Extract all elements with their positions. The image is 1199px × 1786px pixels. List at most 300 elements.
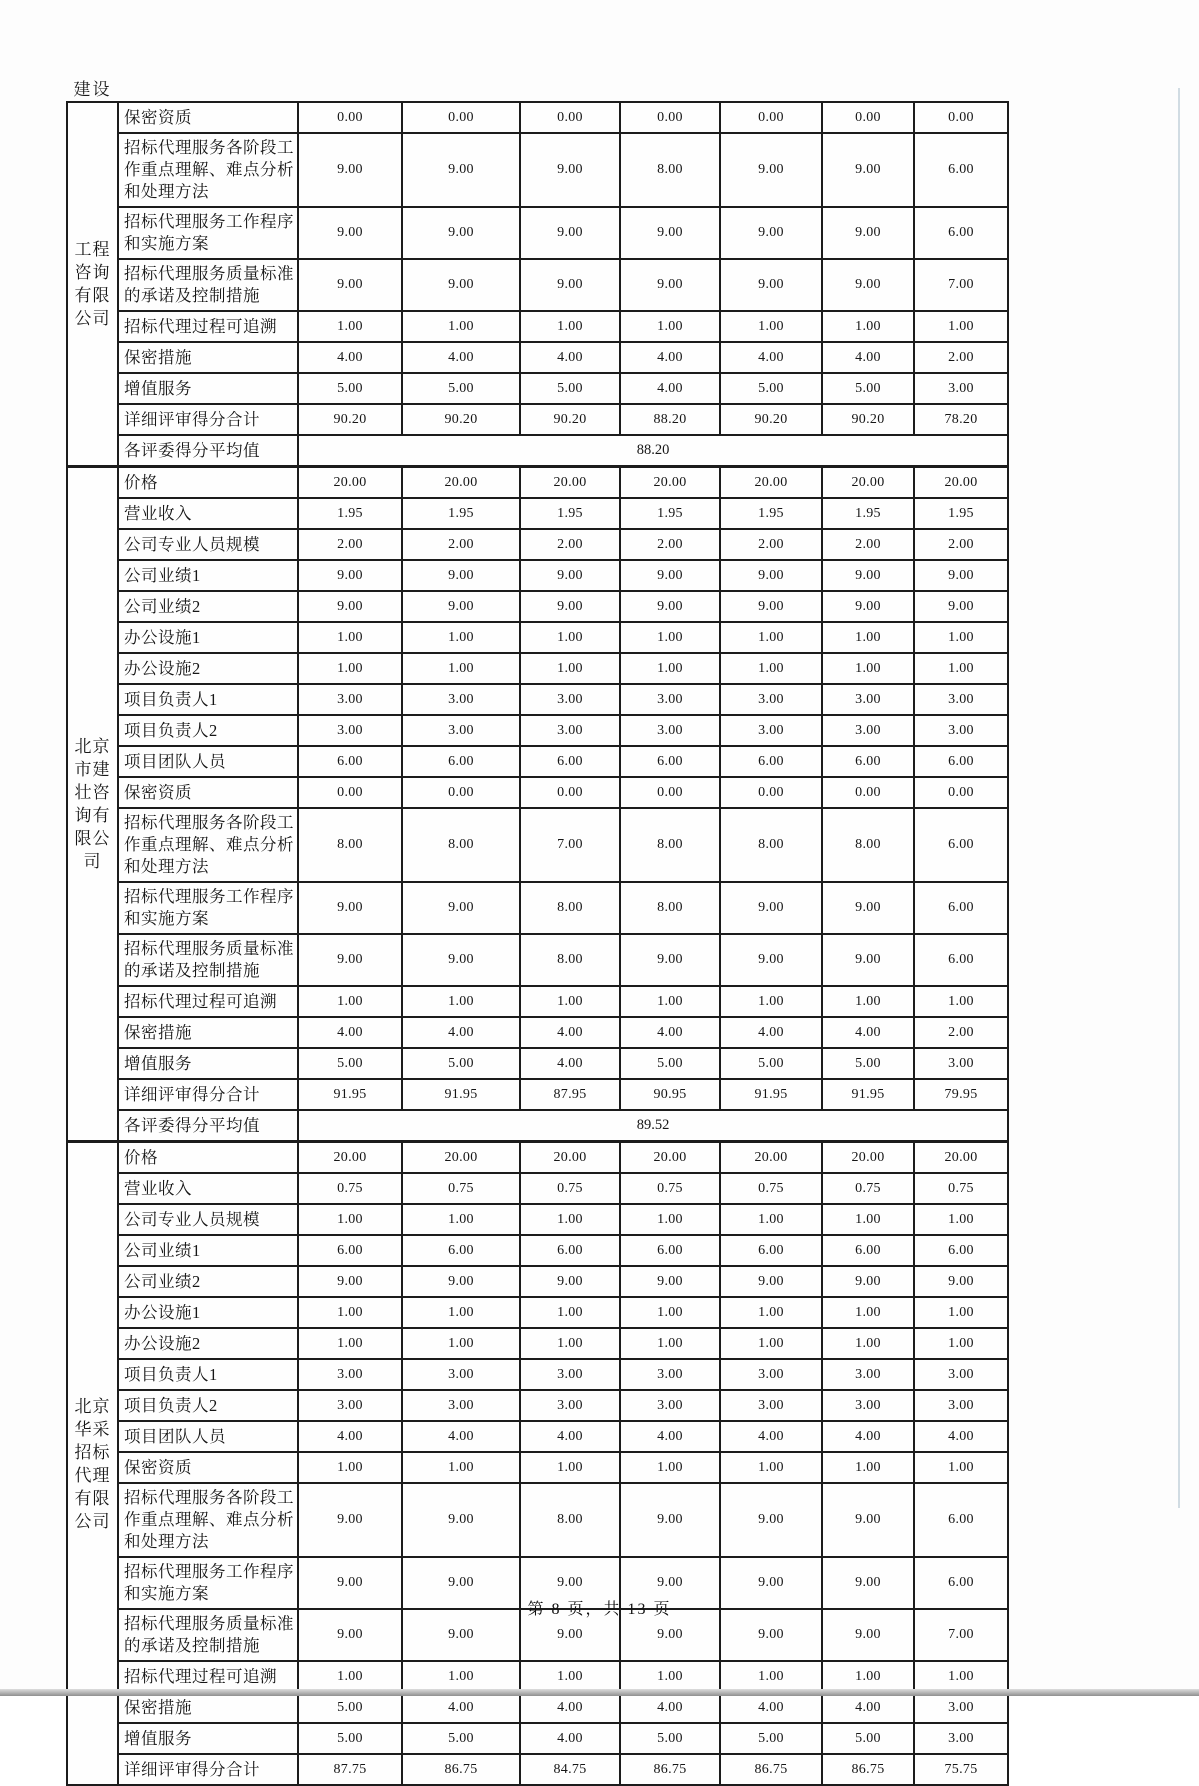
criteria-label: 办公设施1 <box>118 622 298 653</box>
score-cell: 9.00 <box>620 1483 720 1557</box>
criteria-label: 增值服务 <box>118 1723 298 1754</box>
score-cell: 1.00 <box>822 1661 914 1692</box>
score-cell: 8.00 <box>402 808 520 882</box>
score-cell: 2.00 <box>402 529 520 560</box>
score-cell: 2.00 <box>720 529 822 560</box>
criteria-label: 办公设施2 <box>118 653 298 684</box>
company-name-partial-text: 建设 <box>73 80 112 99</box>
score-cell: 9.00 <box>822 1266 914 1297</box>
table-row <box>67 1110 1008 1142</box>
score-cell: 1.00 <box>914 1452 1008 1483</box>
score-cell: 3.00 <box>914 715 1008 746</box>
criteria-label: 办公设施2 <box>118 1328 298 1359</box>
score-cell: 1.00 <box>720 986 822 1017</box>
score-cell: 1.00 <box>520 1452 620 1483</box>
score-cell: 9.00 <box>720 934 822 986</box>
criteria-label: 公司专业人员规模 <box>118 529 298 560</box>
score-cell: 9.00 <box>822 1557 914 1609</box>
scan-bottom-edge <box>0 1689 1199 1696</box>
score-cell: 1.00 <box>720 1328 822 1359</box>
score-cell: 86.75 <box>402 1754 520 1785</box>
score-cell: 2.00 <box>914 342 1008 373</box>
score-cell: 9.00 <box>402 1266 520 1297</box>
score-cell: 9.00 <box>298 207 402 259</box>
table-row <box>67 435 1008 467</box>
score-cell: 6.00 <box>914 207 1008 259</box>
criteria-label: 营业收入 <box>118 1173 298 1204</box>
score-cell: 0.00 <box>402 777 520 808</box>
criteria-label: 招标代理服务工作程序和实施方案 <box>118 882 298 934</box>
score-cell: 1.00 <box>298 986 402 1017</box>
score-cell: 9.00 <box>298 934 402 986</box>
score-cell: 5.00 <box>822 373 914 404</box>
company-name: 北京市建壮咨询有限公司 <box>74 737 111 871</box>
score-cell: 20.00 <box>520 467 620 499</box>
score-cell: 1.95 <box>914 498 1008 529</box>
score-cell: 20.00 <box>822 467 914 499</box>
score-cell: 5.00 <box>720 1723 822 1754</box>
score-cell: 8.00 <box>520 1483 620 1557</box>
table-row <box>67 133 1008 207</box>
score-cell: 4.00 <box>520 342 620 373</box>
score-cell: 1.00 <box>620 653 720 684</box>
score-cell: 5.00 <box>720 373 822 404</box>
score-cell: 1.00 <box>822 1204 914 1235</box>
score-cell: 9.00 <box>720 1483 822 1557</box>
score-cell: 6.00 <box>914 882 1008 934</box>
table-row <box>67 529 1008 560</box>
score-cell: 1.00 <box>822 653 914 684</box>
criteria-label: 增值服务 <box>118 1048 298 1079</box>
criteria-label: 保密资质 <box>118 1452 298 1483</box>
score-cell: 7.00 <box>914 259 1008 311</box>
score-cell: 90.20 <box>720 404 822 435</box>
table-row <box>67 882 1008 934</box>
criteria-label: 保密措施 <box>118 342 298 373</box>
table-row <box>67 1235 1008 1266</box>
score-cell: 75.75 <box>914 1754 1008 1785</box>
score-cell: 1.00 <box>822 311 914 342</box>
criteria-label: 招标代理过程可追溯 <box>118 986 298 1017</box>
criteria-label: 项目负责人2 <box>118 715 298 746</box>
score-cell: 20.00 <box>720 1142 822 1174</box>
score-cell: 3.00 <box>914 1048 1008 1079</box>
score-cell: 1.00 <box>402 1204 520 1235</box>
score-cell: 9.00 <box>914 1266 1008 1297</box>
criteria-label: 各评委得分平均值 <box>118 1110 298 1142</box>
company-name: 北京华采招标代理有限公司 <box>74 1396 111 1531</box>
score-cell: 3.00 <box>298 715 402 746</box>
score-cell: 5.00 <box>620 1723 720 1754</box>
score-cell: 9.00 <box>620 1557 720 1609</box>
score-cell: 3.00 <box>298 1390 402 1421</box>
score-cell: 0.00 <box>620 777 720 808</box>
score-cell: 4.00 <box>298 342 402 373</box>
score-cell: 0.00 <box>620 102 720 133</box>
score-cell: 3.00 <box>402 684 520 715</box>
score-cell: 9.00 <box>298 560 402 591</box>
score-cell: 9.00 <box>720 591 822 622</box>
score-cell: 4.00 <box>620 1692 720 1723</box>
score-cell: 9.00 <box>620 560 720 591</box>
score-cell: 0.00 <box>914 777 1008 808</box>
score-cell: 0.00 <box>822 102 914 133</box>
score-cell: 4.00 <box>298 1421 402 1452</box>
score-cell: 1.00 <box>620 1661 720 1692</box>
score-cell: 9.00 <box>822 882 914 934</box>
score-cell: 20.00 <box>402 467 520 499</box>
score-cell: 0.00 <box>298 777 402 808</box>
table-row <box>67 1204 1008 1235</box>
score-cell: 1.00 <box>914 622 1008 653</box>
table-row <box>67 808 1008 882</box>
table-row <box>67 342 1008 373</box>
score-cell: 8.00 <box>620 133 720 207</box>
score-cell: 1.00 <box>720 622 822 653</box>
score-cell: 4.00 <box>520 1723 620 1754</box>
criteria-label: 项目负责人2 <box>118 1390 298 1421</box>
score-cell: 3.00 <box>520 684 620 715</box>
score-cell: 0.75 <box>298 1173 402 1204</box>
criteria-label: 详细评审得分合计 <box>118 1079 298 1110</box>
score-cell: 1.00 <box>822 986 914 1017</box>
score-cell: 1.00 <box>298 1661 402 1692</box>
table-row <box>67 777 1008 808</box>
score-cell: 90.20 <box>298 404 402 435</box>
score-cell: 6.00 <box>914 746 1008 777</box>
score-cell: 4.00 <box>822 1692 914 1723</box>
score-cell: 5.00 <box>720 1048 822 1079</box>
criteria-label: 公司业绩2 <box>118 1266 298 1297</box>
table-row <box>67 1723 1008 1754</box>
score-cell: 3.00 <box>822 684 914 715</box>
score-cell: 3.00 <box>298 1359 402 1390</box>
score-cell: 0.00 <box>720 102 822 133</box>
score-cell: 1.00 <box>720 653 822 684</box>
score-cell: 6.00 <box>822 1235 914 1266</box>
score-cell: 9.00 <box>402 882 520 934</box>
score-cell: 3.00 <box>298 684 402 715</box>
score-cell: 9.00 <box>720 882 822 934</box>
score-cell: 4.00 <box>298 1017 402 1048</box>
score-cell: 4.00 <box>620 373 720 404</box>
score-cell: 3.00 <box>402 715 520 746</box>
table-row <box>67 934 1008 986</box>
score-cell: 1.00 <box>520 622 620 653</box>
score-cell: 3.00 <box>720 1390 822 1421</box>
criteria-label: 招标代理服务质量标准的承诺及控制措施 <box>118 1609 298 1661</box>
table-row <box>67 591 1008 622</box>
score-cell: 9.00 <box>402 133 520 207</box>
score-cell: 5.00 <box>620 1048 720 1079</box>
criteria-label: 招标代理服务质量标准的承诺及控制措施 <box>118 934 298 986</box>
table-row <box>67 1390 1008 1421</box>
score-cell: 5.00 <box>402 1048 520 1079</box>
score-cell: 3.00 <box>720 1359 822 1390</box>
bid-evaluation-score-table <box>66 80 1009 1786</box>
table-row <box>67 259 1008 311</box>
score-cell: 1.00 <box>914 311 1008 342</box>
score-cell: 1.00 <box>402 311 520 342</box>
score-cell: 1.00 <box>720 1452 822 1483</box>
table-row <box>67 373 1008 404</box>
score-cell: 9.00 <box>298 882 402 934</box>
score-cell: 6.00 <box>720 746 822 777</box>
score-cell: 9.00 <box>720 207 822 259</box>
scan-artifact-line <box>1178 88 1180 1508</box>
score-cell: 5.00 <box>298 1723 402 1754</box>
criteria-label: 公司业绩1 <box>118 560 298 591</box>
score-cell: 3.00 <box>914 1692 1008 1723</box>
score-cell: 2.00 <box>620 529 720 560</box>
score-cell: 4.00 <box>620 1421 720 1452</box>
score-cell: 3.00 <box>822 1390 914 1421</box>
table-row <box>67 1173 1008 1204</box>
score-cell: 90.95 <box>620 1079 720 1110</box>
score-cell: 4.00 <box>822 1017 914 1048</box>
score-cell: 1.00 <box>620 1204 720 1235</box>
score-cell: 1.00 <box>520 653 620 684</box>
table-row <box>67 560 1008 591</box>
score-cell: 3.00 <box>620 715 720 746</box>
score-cell: 9.00 <box>402 934 520 986</box>
score-cell: 5.00 <box>298 373 402 404</box>
table-row <box>67 1142 1008 1174</box>
score-cell: 9.00 <box>822 133 914 207</box>
score-cell: 6.00 <box>520 746 620 777</box>
score-cell: 1.00 <box>402 1297 520 1328</box>
score-cell: 9.00 <box>914 591 1008 622</box>
score-cell: 7.00 <box>520 808 620 882</box>
score-cell: 9.00 <box>520 1266 620 1297</box>
score-cell: 20.00 <box>402 1142 520 1174</box>
score-cell: 1.00 <box>914 1328 1008 1359</box>
score-cell: 1.00 <box>402 622 520 653</box>
score-cell: 1.95 <box>620 498 720 529</box>
score-cell: 4.00 <box>402 342 520 373</box>
score-cell: 4.00 <box>520 1692 620 1723</box>
score-cell: 90.20 <box>520 404 620 435</box>
score-cell: 4.00 <box>822 342 914 373</box>
score-cell: 8.00 <box>822 808 914 882</box>
score-cell: 6.00 <box>914 133 1008 207</box>
score-cell: 3.00 <box>620 684 720 715</box>
table-row <box>67 1017 1008 1048</box>
score-cell: 8.00 <box>620 808 720 882</box>
score-cell: 1.95 <box>520 498 620 529</box>
score-cell: 3.00 <box>822 715 914 746</box>
score-cell: 20.00 <box>620 1142 720 1174</box>
score-cell: 9.00 <box>720 133 822 207</box>
score-cell: 6.00 <box>914 808 1008 882</box>
table-row <box>67 684 1008 715</box>
criteria-label: 保密措施 <box>118 1017 298 1048</box>
table-row <box>67 498 1008 529</box>
score-cell: 9.00 <box>620 207 720 259</box>
score-cell: 4.00 <box>520 1017 620 1048</box>
score-cell: 9.00 <box>402 560 520 591</box>
score-cell: 5.00 <box>822 1723 914 1754</box>
score-cell: 1.00 <box>298 311 402 342</box>
company-name-cell <box>67 80 118 467</box>
score-cell: 4.00 <box>520 1421 620 1452</box>
score-cell: 88.20 <box>620 404 720 435</box>
criteria-label: 招标代理服务各阶段工作重点理解、难点分析和处理方法 <box>118 808 298 882</box>
score-cell: 1.00 <box>402 1328 520 1359</box>
table-row <box>67 1483 1008 1557</box>
score-cell: 1.00 <box>620 1328 720 1359</box>
score-cell: 6.00 <box>620 1235 720 1266</box>
score-cell: 6.00 <box>822 746 914 777</box>
score-cell: 6.00 <box>520 1235 620 1266</box>
score-cell: 9.00 <box>620 259 720 311</box>
score-cell: 1.00 <box>720 311 822 342</box>
score-cell: 3.00 <box>914 1723 1008 1754</box>
score-cell: 9.00 <box>520 1557 620 1609</box>
score-cell: 1.00 <box>520 1204 620 1235</box>
score-cell: 3.00 <box>822 1359 914 1390</box>
score-cell: 1.00 <box>620 1452 720 1483</box>
score-cell: 91.95 <box>822 1079 914 1110</box>
score-cell: 9.00 <box>620 1266 720 1297</box>
criteria-label: 公司业绩1 <box>118 1235 298 1266</box>
score-cell: 0.00 <box>914 102 1008 133</box>
score-cell: 9.00 <box>520 1609 620 1661</box>
score-cell: 9.00 <box>402 591 520 622</box>
score-cell: 9.00 <box>822 1483 914 1557</box>
criteria-label: 公司业绩2 <box>118 591 298 622</box>
criteria-label: 招标代理服务各阶段工作重点理解、难点分析和处理方法 <box>118 133 298 207</box>
score-cell: 1.00 <box>620 622 720 653</box>
score-cell: 9.00 <box>402 207 520 259</box>
score-cell: 90.20 <box>402 404 520 435</box>
score-cell: 0.75 <box>520 1173 620 1204</box>
page-number-footer: 第 8 页，共 13 页 <box>527 1601 672 1618</box>
table-row <box>67 404 1008 435</box>
score-cell: 9.00 <box>298 591 402 622</box>
score-cell: 4.00 <box>720 1692 822 1723</box>
score-cell: 9.00 <box>298 1609 402 1661</box>
score-cell: 9.00 <box>720 1266 822 1297</box>
score-cell: 8.00 <box>520 882 620 934</box>
criteria-label: 公司专业人员规模 <box>118 1204 298 1235</box>
table-row <box>67 622 1008 653</box>
score-cell: 1.00 <box>298 653 402 684</box>
score-cell: 4.00 <box>402 1421 520 1452</box>
score-cell: 20.00 <box>822 1142 914 1174</box>
score-cell: 1.00 <box>914 653 1008 684</box>
score-cell: 6.00 <box>914 1557 1008 1609</box>
score-cell: 4.00 <box>720 1421 822 1452</box>
table-row <box>67 1692 1008 1723</box>
score-cell: 9.00 <box>720 1557 822 1609</box>
score-cell: 0.00 <box>822 777 914 808</box>
score-cell: 5.00 <box>298 1692 402 1723</box>
score-cell: 9.00 <box>822 560 914 591</box>
score-cell: 6.00 <box>402 1235 520 1266</box>
company-name-cell <box>67 467 118 1142</box>
score-cell: 9.00 <box>520 259 620 311</box>
score-cell: 3.00 <box>620 1390 720 1421</box>
score-cell: 6.00 <box>620 746 720 777</box>
score-cell: 86.75 <box>720 1754 822 1785</box>
score-cell: 9.00 <box>720 259 822 311</box>
score-cell: 9.00 <box>914 560 1008 591</box>
score-cell: 3.00 <box>402 1390 520 1421</box>
score-cell: 1.00 <box>298 1297 402 1328</box>
average-score-cell: 89.52 <box>298 1110 1008 1142</box>
score-cell: 1.00 <box>620 986 720 1017</box>
score-cell: 9.00 <box>720 1609 822 1661</box>
score-cell: 4.00 <box>402 1692 520 1723</box>
criteria-label: 保密资质 <box>118 777 298 808</box>
criteria-label: 招标代理服务工作程序和实施方案 <box>118 1557 298 1609</box>
score-cell: 9.00 <box>822 934 914 986</box>
score-cell: 3.00 <box>620 1359 720 1390</box>
score-cell: 1.00 <box>914 1204 1008 1235</box>
score-cell: 91.95 <box>298 1079 402 1110</box>
table-row <box>67 1359 1008 1390</box>
score-cell: 8.00 <box>720 808 822 882</box>
criteria-label: 详细评审得分合计 <box>118 404 298 435</box>
score-cell: 0.00 <box>520 777 620 808</box>
score-cell: 1.00 <box>720 1297 822 1328</box>
criteria-label: 招标代理服务各阶段工作重点理解、难点分析和处理方法 <box>118 1483 298 1557</box>
score-cell: 1.00 <box>402 1452 520 1483</box>
score-cell: 0.75 <box>822 1173 914 1204</box>
criteria-label: 保密措施 <box>118 1692 298 1723</box>
table-row <box>67 1297 1008 1328</box>
criteria-label: 项目负责人1 <box>118 1359 298 1390</box>
score-cell: 1.00 <box>298 1328 402 1359</box>
score-cell: 1.00 <box>402 653 520 684</box>
score-cell: 6.00 <box>914 1483 1008 1557</box>
average-score-cell: 88.20 <box>298 435 1008 467</box>
score-cell: 9.00 <box>402 259 520 311</box>
score-cell: 1.00 <box>402 986 520 1017</box>
score-cell: 1.00 <box>620 311 720 342</box>
criteria-label: 项目团队人员 <box>118 1421 298 1452</box>
score-cell: 3.00 <box>914 684 1008 715</box>
score-cell: 3.00 <box>402 1359 520 1390</box>
criteria-label: 各评委得分平均值 <box>118 435 298 467</box>
score-cell: 1.95 <box>298 498 402 529</box>
score-cell: 3.00 <box>720 715 822 746</box>
score-cell: 86.75 <box>822 1754 914 1785</box>
score-cell: 0.75 <box>620 1173 720 1204</box>
score-cell: 20.00 <box>620 467 720 499</box>
score-cell: 1.00 <box>520 1661 620 1692</box>
score-cell: 1.00 <box>914 986 1008 1017</box>
score-cell: 20.00 <box>914 1142 1008 1174</box>
score-cell: 3.00 <box>520 1390 620 1421</box>
score-cell: 8.00 <box>520 934 620 986</box>
score-cell: 4.00 <box>402 1017 520 1048</box>
score-cell: 1.00 <box>914 1661 1008 1692</box>
score-cell: 1.00 <box>298 622 402 653</box>
score-cell: 20.00 <box>298 1142 402 1174</box>
score-cell: 2.00 <box>520 529 620 560</box>
table-row <box>67 1328 1008 1359</box>
score-cell: 1.00 <box>402 1661 520 1692</box>
score-cell: 1.95 <box>822 498 914 529</box>
table-row <box>67 1661 1008 1692</box>
table-row <box>67 1421 1008 1452</box>
table-row <box>67 311 1008 342</box>
table-row <box>67 1048 1008 1079</box>
criteria-label: 招标代理过程可追溯 <box>118 311 298 342</box>
score-cell: 9.00 <box>402 1557 520 1609</box>
